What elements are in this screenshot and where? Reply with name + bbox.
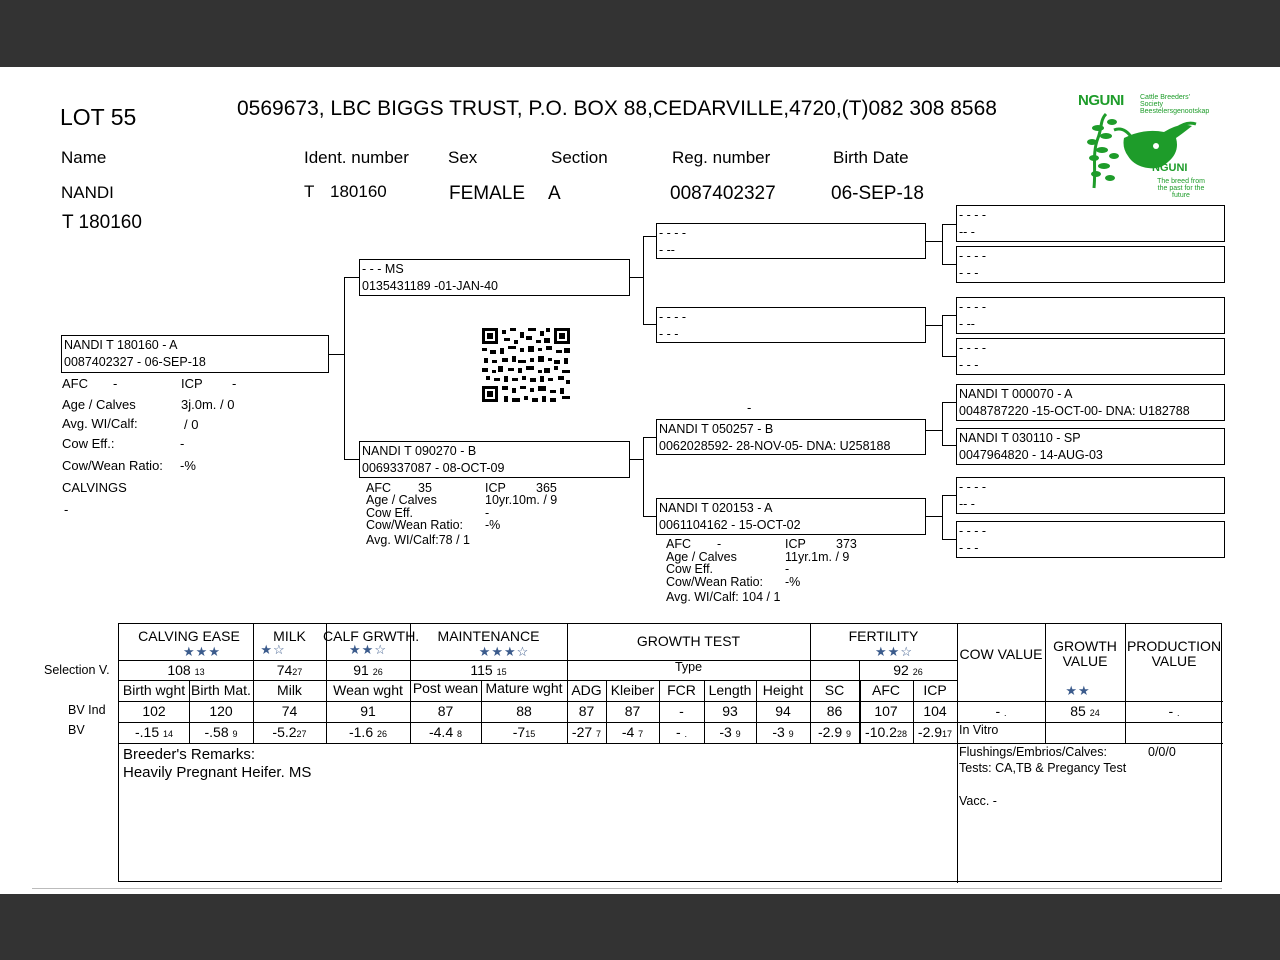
sex-label: Sex [448,148,478,167]
logo-brand: NGUNI [1152,162,1188,174]
col-birth-wght: Birth wght [122,682,186,698]
dd-age-value: 11yr.1m. / 9 [785,550,850,564]
subject-coweff-label: Cow Eff.: [62,436,115,451]
calvings-label: CALVINGS [62,480,127,495]
name-label: Name [61,148,107,167]
col-adg: ADG [571,682,602,698]
bvind-cell: 86 [826,703,843,719]
sire-line2: 0135431189 -01-JAN-40 [362,279,498,293]
production-value: - . [1168,703,1180,719]
granddam-paternal-box: - - - - - - - [656,307,926,343]
cow-value: - . [995,703,1007,719]
dam-cowwean-label: Cow/Wean Ratio: [366,518,464,532]
in-vitro-label: In Vitro [959,723,999,737]
gen4-box-6: NANDI T 030110 - SP 0047964820 - 14-AUG-03 [956,428,1225,465]
calf-growth-header: CALF GRWTH. [323,628,420,644]
bvind-cell: 74 [281,703,298,719]
bv-cell: -3 9 [719,724,741,740]
dd-cowwean-value: -% [785,575,801,589]
dd-avgwi: Avg. WI/Calf: 104 / 1 [666,590,781,604]
subject-coweff-value: - [180,436,185,451]
dd-icp-label: ICP [785,537,806,551]
section-value: A [548,183,561,204]
maintenance-stars: ★★★☆ [478,644,530,659]
fertility-stars: ★★☆ [875,644,913,659]
logo-tagline: The breed from the past for the future [1157,178,1205,199]
tattoo-line: T 180160 [62,212,142,233]
bv-cell: -5.227 [272,724,307,740]
growth-test-header: GROWTH TEST [636,633,741,649]
gen4-box-7: - - - - -- - [956,477,1225,514]
col-afc: AFC [872,682,900,698]
dd-coweff-value: - [785,562,790,576]
growth-value-header: GROWTH VALUE [1053,638,1117,669]
gen4-box-2: - - - - - - - [956,246,1225,283]
birth-date: 06-SEP-18 [831,183,924,204]
selection-fertility: 92 26 [893,662,923,678]
calving-ease-header: CALVING EASE [138,628,240,644]
subject-avgwi-value: / 0 [184,417,199,432]
subject-age-value: 3j.0m. / 0 [181,397,235,412]
dd-icp-value: 373 [836,537,857,551]
bv-cell: -4 7 [621,724,644,740]
subject-cowwean-value: -% [180,458,196,473]
dam-box [359,441,630,478]
dam-age-label: Age / Calves [366,493,437,507]
col-wean-wght: Wean wght [333,682,403,698]
bvind-cell: 102 [142,703,166,719]
growth-value: 85 24 [1070,703,1100,719]
ident-label: Ident. number [304,148,409,167]
reg-number: 0087402327 [670,183,776,204]
dam-afc-label: AFC [366,481,391,495]
selection-calf-growth: 91 26 [353,662,383,678]
calving-ease-stars: ★★★ [183,644,221,659]
subject-cowwean-label: Cow/Wean Ratio: [62,458,163,473]
bv-cell: -715 [512,724,536,740]
bv-ind-row-label: BV Ind [68,703,106,717]
animal-name: NANDI [61,183,114,202]
bvind-cell: 91 [360,703,376,719]
dd-cowwean-label: Cow/Wean Ratio: [666,575,764,589]
vacc-text: Vacc. - [959,794,997,808]
remarks-text: Heavily Pregnant Heifer. MS [123,764,312,781]
bv-cell: -10.228 [865,724,907,740]
bv-cell: -2.9 9 [817,724,852,740]
granddam-maternal-box: NANDI T 020153 - A 0061104162 - 15-OCT-02 [656,498,926,535]
bvind-cell: 87 [437,703,454,719]
fertility-header: FERTILITY [848,628,919,644]
milk-header: MILK [273,628,306,644]
flushings-label: Flushings/Embrios/Calves: [959,745,1107,759]
lot-number: LOT 55 [60,104,137,130]
subject-line1: NANDI T 180160 - A [64,338,178,352]
subject-icp-label: ICP [181,376,203,391]
type-label: Type [674,660,703,674]
birth-label: Birth Date [833,148,909,167]
col-height: Height [762,682,804,698]
gen4-box-1: - - - - -- - [956,205,1225,242]
nguni-logo [1078,92,1213,197]
dam-cowwean-value: -% [485,518,501,532]
dam-line1: NANDI T 090270 - B [362,444,477,458]
qr-code-icon [482,328,570,402]
bvind-cell: 93 [722,703,738,719]
gen4-box-8: - - - - - - - [956,521,1225,558]
gen4-box-3: - - - - - -- [956,297,1225,334]
subject-age-label: Age / Calves [62,397,136,412]
bvind-cell: - [679,703,684,719]
col-fcr: FCR [667,682,696,698]
top-bar [0,0,1280,67]
subject-box [61,335,329,373]
col-length: Length [708,682,752,698]
ident-number: 180160 [330,182,387,201]
bvind-cell: 87 [578,703,595,719]
dam-icp-label: ICP [485,481,506,495]
selection-maintenance: 115 15 [470,662,507,678]
logo-title: NGUNI [1078,92,1124,109]
subject-afc-label: AFC [62,376,88,391]
dam-line2: 0069337087 - 08-OCT-09 [362,461,505,475]
maintenance-header: MAINTENANCE [437,628,540,644]
bv-cell: -2.917 [917,724,953,740]
bv-cell: -1.6 26 [348,724,388,740]
col-milk: Milk [277,682,302,698]
col-icp: ICP [923,682,947,698]
bvind-cell: 104 [923,703,947,719]
calvings-value: - [64,502,69,517]
dd-afc-label: AFC [666,537,691,551]
sire-line1: - - - MS [362,262,404,276]
dam-coweff-value: - [485,506,490,520]
grandsire-maternal-box: NANDI T 050257 - B 0062028592- 28-NOV-05- DNA: U258188 [656,419,926,455]
selection-row-label: Selection V. [44,663,110,677]
sire-box [359,259,630,296]
remarks-label: Breeder's Remarks: [123,746,256,763]
bvind-cell: 120 [209,703,233,719]
reg-label: Reg. number [672,148,771,167]
logo-subtitle: Cattle Breeders' Society Beestelersgenootskap [1140,94,1210,115]
flushings-value: 0/0/0 [1148,745,1176,759]
bv-cell: -3 9 [772,724,794,740]
gen4-box-4: - - - - - - - [956,338,1225,375]
bv-cell: -4.4 8 [428,724,463,740]
evaluation-table [118,623,1222,882]
section-label: Section [551,148,608,167]
dam-coweff-label: Cow Eff. [366,506,414,520]
dam-icp-value: 365 [536,481,557,495]
bv-cell: -.15 14 [134,724,174,740]
bvind-cell: 107 [874,703,898,719]
production-value-header: PRODUCTION VALUE [1126,638,1222,669]
milk-stars: ★☆ [260,642,286,657]
dam-avgwi: Avg. WI/Calf:78 / 1 [366,533,470,547]
bvind-cell: 94 [775,703,791,719]
dd-age-label: Age / Calves [666,550,737,564]
bottom-bar [0,894,1280,960]
bvind-cell: 87 [624,703,641,719]
calf-growth-stars: ★★☆ [349,642,387,657]
selection-calving-ease: 108 13 [167,662,205,678]
col-kleiber: Kleiber [610,682,655,698]
gen4-box-5: NANDI T 000070 - A 0048787220 -15-OCT-00- DNA: U182788 [956,384,1225,421]
subject-icp-value: - [232,376,237,391]
bvind-cell: 88 [516,703,532,719]
dd-afc-value: - [717,537,722,551]
col-birth-mat: Birth Mat. [191,682,251,698]
bv-row-label: BV [68,723,85,737]
tests-text: Tests: CA,TB & Pregancy Test [959,761,1127,775]
dam-afc-value: 35 [418,481,432,495]
selection-milk: 7427 [276,662,303,678]
subject-afc-value: - [113,376,118,391]
subject-line2: 0087402327 - 06-SEP-18 [64,355,206,369]
dam-age-value: 10yr.10m. / 9 [485,493,558,507]
bv-cell: -.58 9 [204,724,238,740]
growth-value-stars: ★★ [1065,683,1091,698]
ident-prefix: T [304,182,315,201]
grandsire-maternal-above: - [747,400,752,415]
grandsire-paternal-box: - - - - - -- [656,223,926,259]
subject-avgwi-label: Avg. WI/Calf: [62,416,138,431]
cow-value-header: COW VALUE [959,646,1043,662]
bv-cell: - . [675,724,688,740]
sex-value: FEMALE [449,183,526,204]
col-post-wean: Post wean [412,680,479,696]
owner-line: 0569673, LBC BIGGS TRUST, P.O. BOX 88,CEDARVILLE,4720,(T)082 308 8568 [237,97,997,120]
dd-coweff-label: Cow Eff. [666,562,714,576]
col-mature-wght: Mature wght [485,680,563,696]
col-sc: SC [824,682,845,698]
bottom-rule [32,888,1222,889]
bv-cell: -27 7 [571,724,602,740]
